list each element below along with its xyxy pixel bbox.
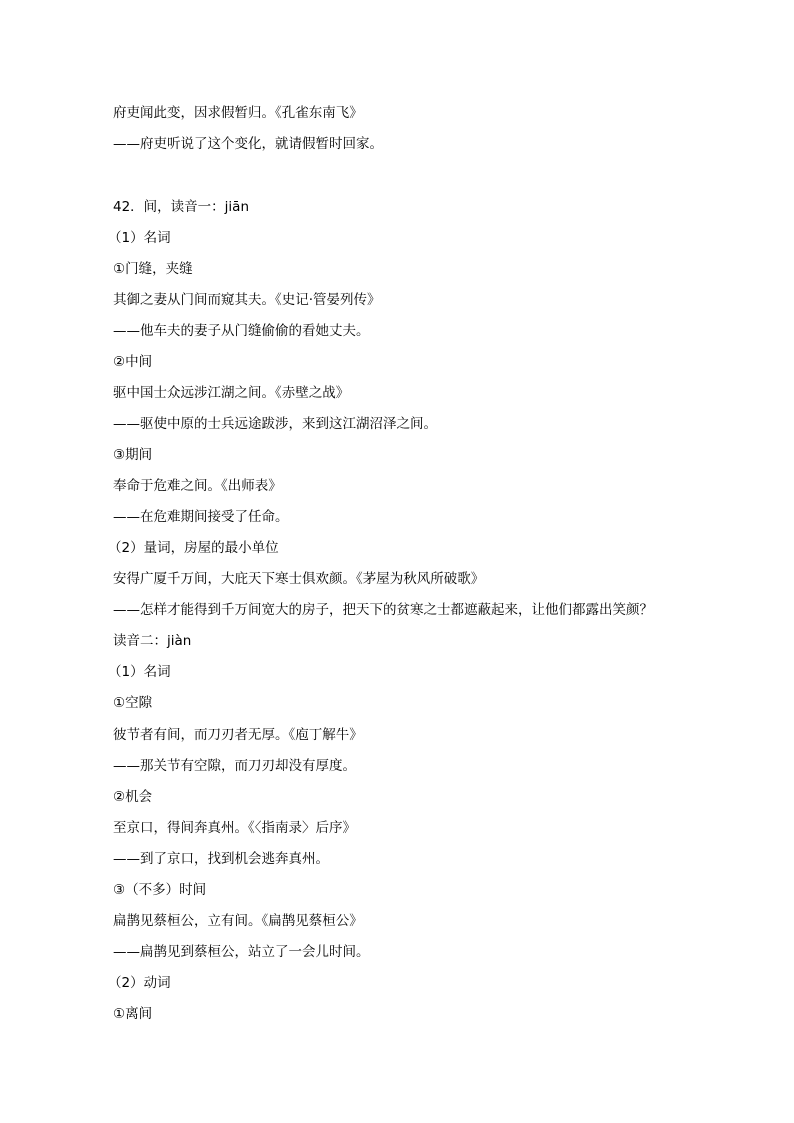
text-line: ——怎样才能得到千万间宽大的房子，把天下的贫寒之士都遮蔽起来，让他们都露出笑颜？ (113, 602, 653, 618)
text-line: 安得广厦千万间，大庇天下寒士俱欢颜。《茅屋为秋风所破歌》 (113, 571, 485, 587)
text-line: 府吏闻此变，因求假暂归。《孔雀东南飞》 (113, 105, 363, 121)
text-line: （1）名词 (108, 664, 171, 680)
text-line: 彼节者有间，而刀刃者无厚。《庖丁解牛》 (113, 727, 363, 743)
text-line: ——在危难期间接受了任命。 (113, 509, 289, 525)
text-line: 其御之妻从门间而窥其夫。《史记·管晏列传》 (113, 292, 381, 308)
text-line: ——府吏听说了这个变化，就请假暂时回家。 (113, 136, 383, 152)
text-line: （2）量词，房屋的最小单位 (108, 540, 279, 556)
text-line: ②中间 (113, 354, 153, 370)
text-line: ③期间 (113, 447, 153, 463)
section-heading: 42．间，读音一：jiān (113, 199, 250, 215)
text-line: ——扁鹊见到蔡桓公，站立了一会儿时间。 (113, 944, 370, 960)
text-line: 读音二：jiàn (113, 633, 192, 649)
text-line: （1）名词 (108, 230, 171, 246)
text-line: 扁鹊见蔡桓公，立有间。《扁鹊见蔡桓公》 (113, 913, 363, 929)
text-line: ②机会 (113, 789, 153, 805)
text-line: ——他车夫的妻子从门缝偷偷的看她丈夫。 (113, 323, 370, 339)
text-line: 驱中国士众远涉江湖之间。《赤壁之战》 (113, 385, 350, 401)
text-line: ①门缝，夹缝 (113, 261, 193, 277)
text-line: ——到了京口，找到机会逃奔真州。 (113, 851, 329, 867)
text-line: 至京口，得间奔真州。《〈指南录〉后序》 (113, 820, 356, 836)
text-line: ——那关节有空隙，而刀刃却没有厚度。 (113, 758, 356, 774)
text-line: ①离间 (113, 1006, 153, 1022)
text-line: ③（不多）时间 (113, 882, 207, 898)
text-line: ①空隙 (113, 695, 153, 711)
text-line: 奉命于危难之间。《出师表》 (113, 478, 282, 494)
text-line: （2）动词 (108, 975, 171, 991)
text-line: ——驱使中原的士兵远途跋涉，来到这江湖沼泽之间。 (113, 416, 437, 432)
